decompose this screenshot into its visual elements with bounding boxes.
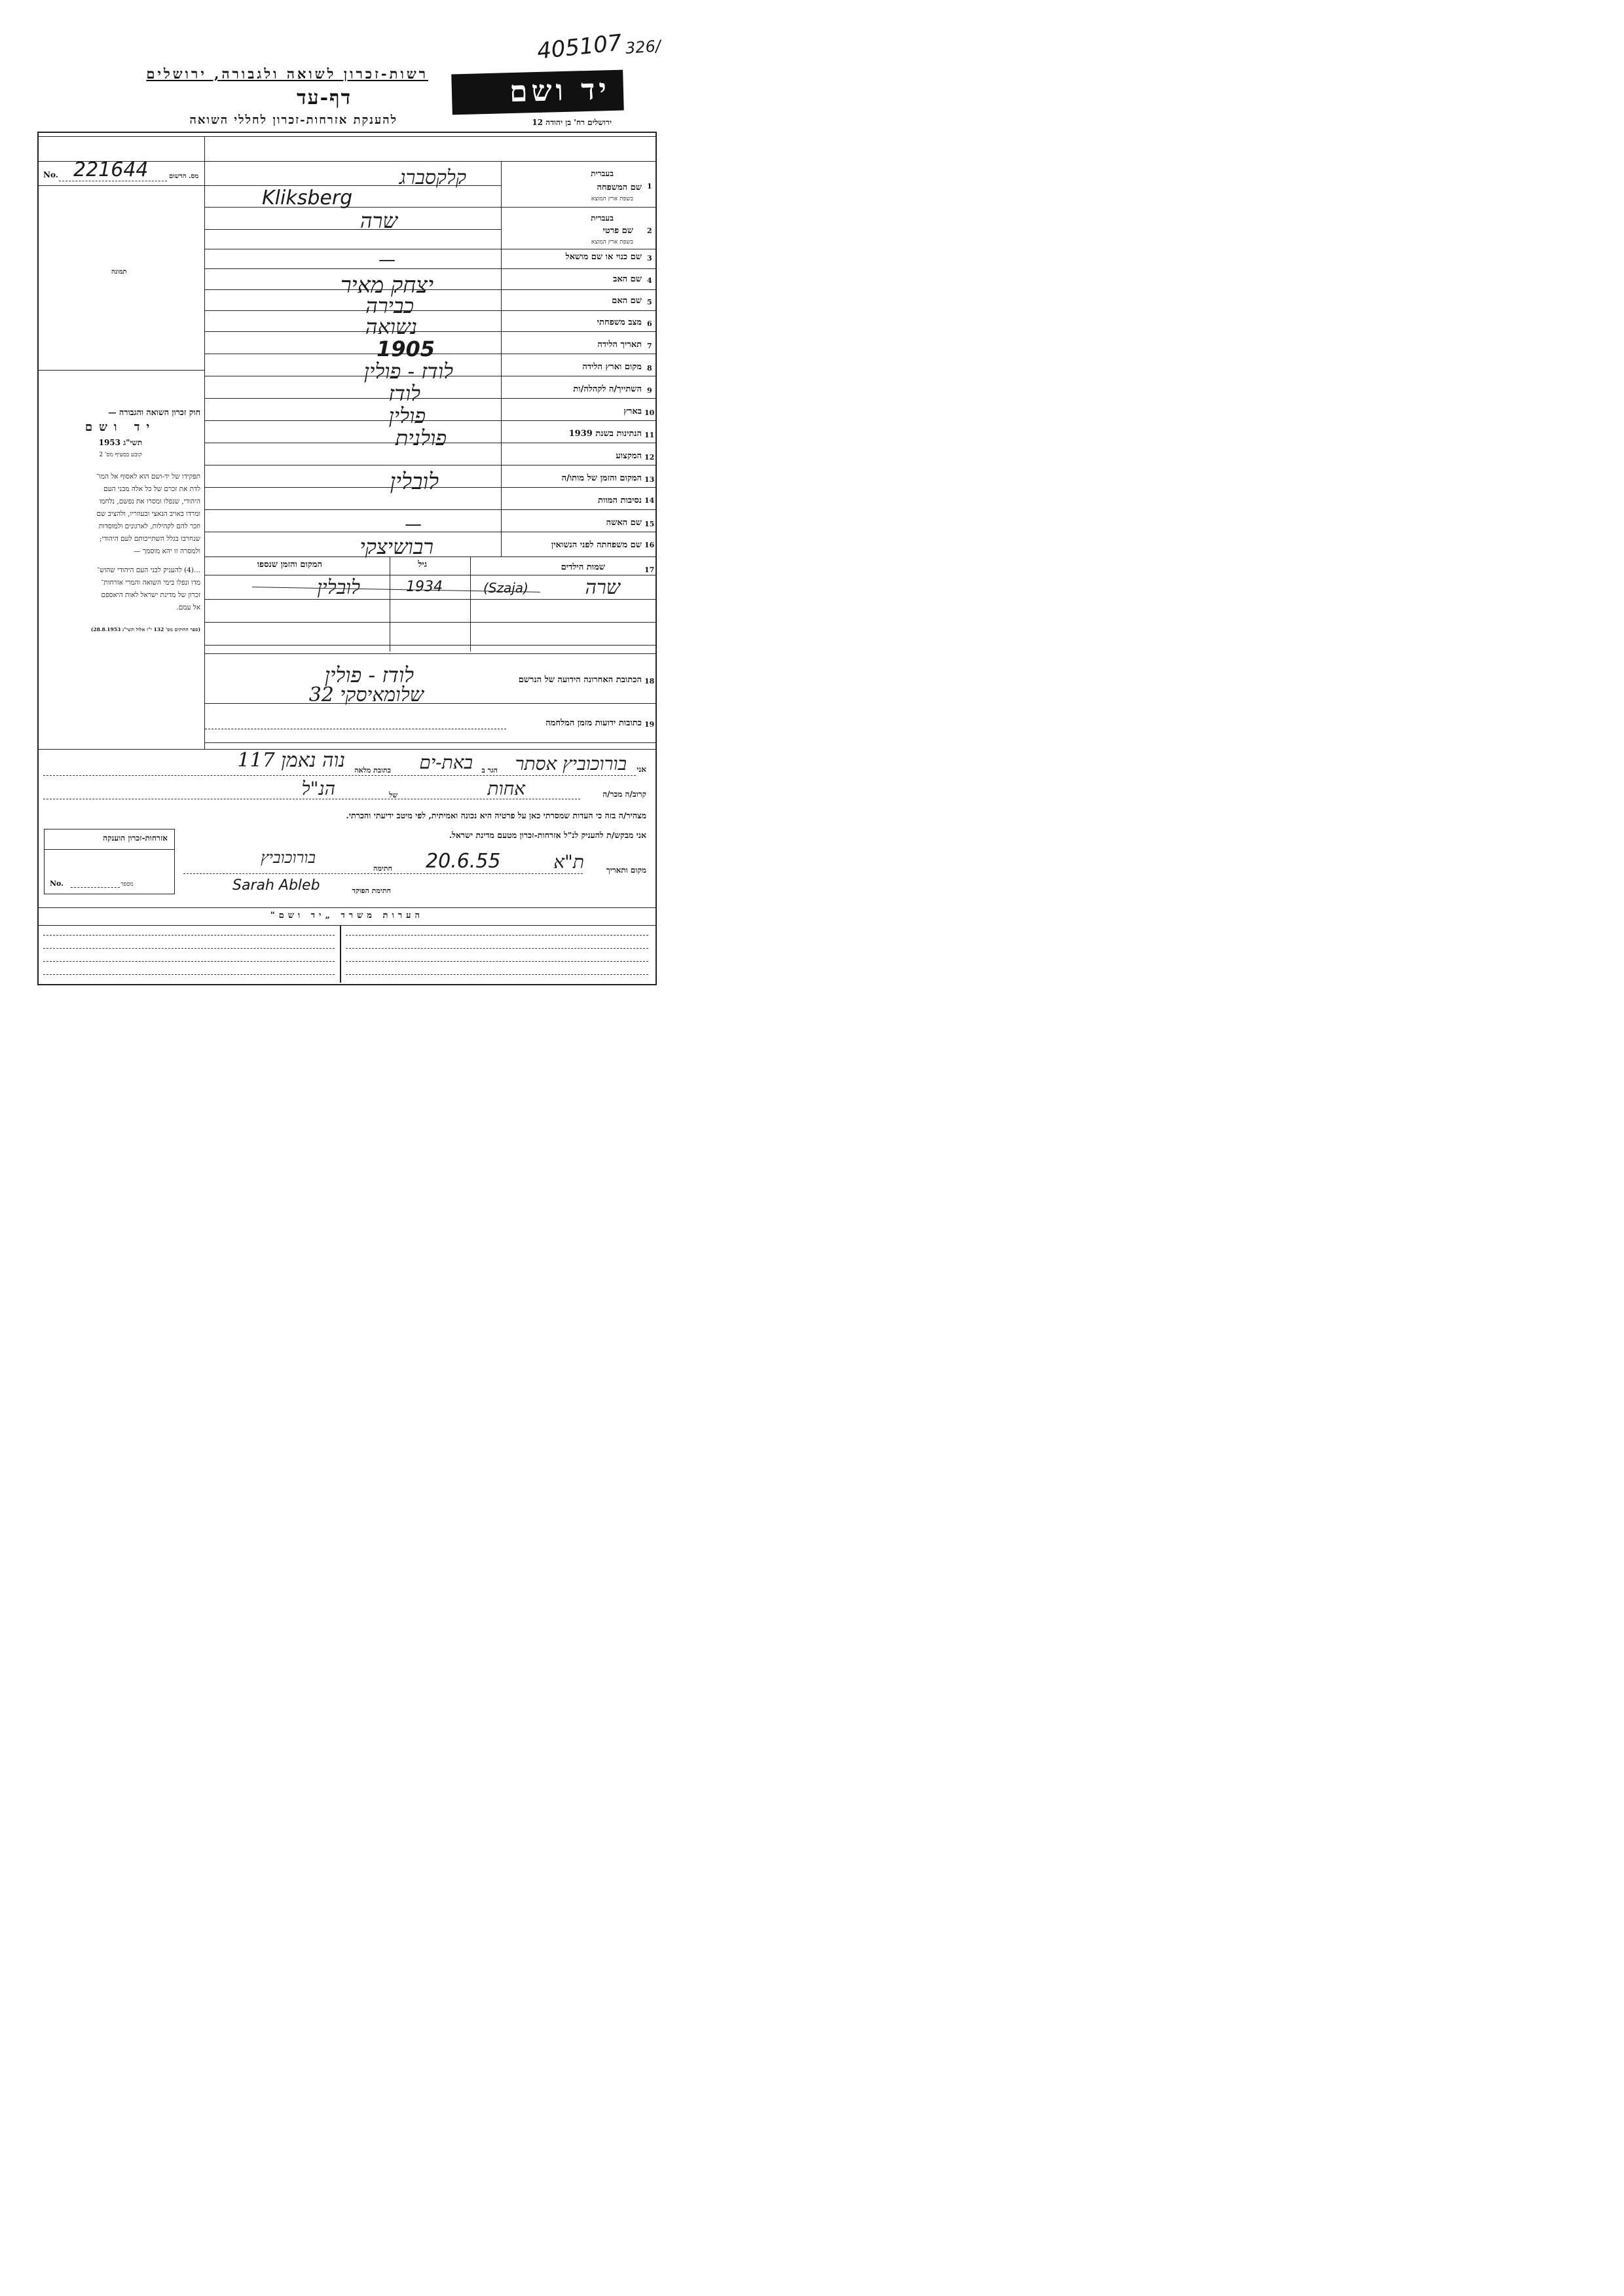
field-number: 3: [647, 254, 652, 263]
logo-text: יד ושם: [509, 73, 611, 109]
field-value-maiden-name: רבושיצקי: [360, 534, 434, 559]
field-number: 15: [644, 520, 655, 528]
resides-label: הגר ב: [481, 766, 498, 774]
law-line: ...(4) להעניק לבני העם היהודי שהוש־: [97, 566, 200, 574]
field-value-country: פולין: [388, 403, 426, 428]
field-value-marital-status: נשואה: [365, 314, 417, 339]
citizenship-box-title: אזרחות-זכרון הוענקה: [103, 833, 168, 843]
declaration-place: ת"א: [553, 851, 584, 873]
declarant-city: באת-ים: [419, 752, 473, 773]
field-value-family-name: קלקסברג: [399, 166, 466, 189]
field-number: 6: [647, 319, 652, 328]
place-date-label: מקום ותאריך: [606, 866, 646, 875]
of-label: של: [389, 791, 397, 799]
field-label-country: בארץ: [623, 407, 642, 416]
field-label-profession: המקצוע: [616, 451, 642, 461]
last-address-line1: לודז - פולין: [324, 663, 414, 687]
registration-number: 221644: [73, 158, 149, 181]
notes-title: הערות משרד „יד ושם": [270, 911, 424, 920]
law-name: יד ושם: [84, 420, 157, 434]
field-number: 9: [647, 386, 652, 395]
field-number: 14: [644, 496, 655, 505]
law-year: תשי"ג 1953: [98, 438, 143, 447]
field-sub-bottom: בשפת ארץ המוצא: [591, 196, 633, 202]
field-number: 2: [647, 227, 652, 235]
official-signature-label: חתימת הפוקד: [352, 886, 391, 895]
field-label-birth-date: תאריך הלידה: [597, 340, 642, 350]
logo-address: ירושלים רח' בן יהודה 12: [532, 118, 612, 127]
authority-title: רשות-זכרון לשואה ולגבורה, ירושלים: [146, 65, 428, 82]
field-value-wife-name: —: [405, 515, 422, 534]
field-label-citizenship-1939: הנתינות בשנת 1939: [568, 429, 642, 439]
law-clause-ref: קובע בסעיף מס' 2: [99, 452, 142, 458]
law-line: לדת את זכרם של כל אלה מבני העם: [103, 485, 200, 493]
yad-vashem-logo: [451, 70, 624, 115]
law-line: תפקידו של יד-ושם הוא לאסוף אל המו־: [96, 473, 200, 481]
law-title: חוק זכרון השואה והגבורה —: [108, 407, 200, 417]
last-address-line2: שלומאיסקי 32: [308, 683, 424, 706]
field-value-first-name: שרה: [360, 208, 397, 233]
registration-label: מס. הרשום: [169, 173, 199, 180]
law-line: זכרון של מדינת ישראל לאות היאספם: [101, 591, 200, 599]
citizenship-number-label: מספר: [120, 881, 134, 888]
field-number: 1: [647, 182, 652, 191]
law-line: שנחרבו בגלל השתייכותם לעם היהודי;: [99, 535, 200, 543]
declarant-address: נוה נאמן 117: [237, 749, 345, 772]
child-name: שרה: [585, 576, 620, 599]
declaration-date: 20.6.55: [426, 850, 501, 873]
field-number: 7: [647, 342, 652, 350]
war-address-label: כתובות ידועות מזמן המלחמה: [545, 718, 642, 728]
field-number: 10: [644, 409, 655, 417]
field-label-first-name: שם פרטי: [602, 226, 633, 236]
relation-value: אחות: [487, 778, 525, 799]
declarant-name: בורוכוביץ אסתר: [515, 753, 627, 774]
law-line: היהודי, שנפלו ומסרו את נפשם, נלחמו: [99, 498, 200, 505]
citizenship-no-label: No.: [50, 879, 64, 888]
law-line: ולמסרה זו יהא מוסמך —: [134, 547, 200, 555]
signature-label: חתימה: [373, 864, 392, 873]
field-sub-top: בעברית: [591, 169, 614, 178]
field-number: 5: [647, 298, 652, 306]
archive-sub-number: 326/: [625, 37, 661, 58]
citizenship-box: [44, 829, 175, 894]
field-number: 11: [644, 431, 655, 439]
declaration-ani-label: אני: [637, 765, 646, 774]
declaration-request: אני מבקש/ת להעניק לנ"ל אזרחות-זכרון מטעם מדינת ישראל.: [449, 830, 646, 840]
law-line: אל עמם.: [176, 604, 200, 611]
field-label-marital-status: מצב משפחתי: [597, 318, 642, 327]
field-label-community: השתייך/ה לקהלה/ות: [573, 384, 642, 394]
form-title: דף-עד: [297, 86, 352, 109]
field-label-death-circumstances: נסיבות המוות: [598, 496, 642, 505]
children-col-names: שמות הילדים: [561, 562, 605, 572]
children-col-place: המקום והזמן שנספו: [257, 560, 322, 570]
field-label-maiden-name: שם משפחתה לפני הנשואין: [551, 540, 642, 550]
field-number: 17: [644, 566, 655, 574]
child-name-latin: (Szaja): [483, 580, 528, 596]
field-label-death-place-time: המקום והזמן של מותו/ה: [561, 473, 642, 483]
relation-label: קרוב/ה מכר/ה: [602, 790, 646, 799]
field-value-mother-name: כבירה: [365, 293, 414, 318]
field-value-birth-place: לודז - פולין: [363, 359, 453, 384]
photo-label: תמונה: [111, 268, 127, 276]
law-line: מדו ונפלו בימי השואה והמרי אזרחות־: [101, 579, 200, 587]
children-col-age: גיל: [418, 560, 427, 570]
official-signature: Sarah Ableb: [232, 877, 320, 894]
field-label-birth-place: מקום וארץ הלידה: [582, 362, 642, 372]
form-subtitle: להענקת אזרחות-זכרון לחללי השואה: [189, 113, 397, 127]
field-label-family-name: שם המשפחה: [597, 183, 642, 192]
archive-number: 405107: [536, 29, 623, 65]
declaration-statement: מצהיר/ה בזה כי העדות שמסרתי כאן על פרטיה היא נכונה ואמיתית, לפי מיטב ידיעתי והכרתי.: [346, 811, 646, 820]
field-number: 18: [644, 677, 655, 685]
address-label: כתובת מלאה: [354, 766, 391, 774]
field-value-family-name-latin: Kliksberg: [262, 187, 353, 210]
field-label-mother-name: שם האם: [612, 296, 642, 306]
field-label-father-name: שם האב: [613, 274, 642, 284]
field-number: 19: [644, 720, 655, 729]
field-value-nickname: —: [378, 250, 396, 270]
field-number: 13: [644, 475, 655, 484]
declarant-signature: בורוכוביץ: [261, 848, 316, 867]
child-age: 1934: [406, 579, 443, 595]
field-label-nickname: שם כנוי או שם מושאל: [565, 252, 642, 262]
field-number: 12: [644, 453, 655, 462]
law-line: ומרדו באויב הנאצי ובעוזריו, ולהציב שם: [96, 510, 200, 518]
registration-no-label: No.: [43, 170, 58, 179]
of-value: הנ"ל: [301, 778, 335, 799]
field-label-wife-name: שם האשה: [606, 518, 642, 528]
field-value-father-name: יצחק מאיר: [340, 272, 434, 299]
field-value-death-place-time: לובלין: [390, 469, 439, 495]
field-value-citizenship-1939: פולנית: [395, 426, 447, 450]
law-citation: (ספר החוקים מס' 132 י"ז אלול תשי"ג 28.8.1953): [90, 627, 200, 632]
field-number: 16: [644, 541, 655, 549]
child-death-place: לובלין: [317, 576, 360, 599]
field-sub-top: בעברית: [591, 213, 614, 223]
law-line: וזכר להם לקהילות, לארגונים ולמוסדות: [98, 522, 200, 530]
field-value-community: לודז: [388, 381, 420, 406]
field-number: 8: [647, 364, 652, 373]
law-block: [41, 406, 200, 636]
field-sub-bottom: בשפת ארץ המוצא: [591, 239, 633, 246]
field-value-birth-date: 1905: [377, 337, 435, 361]
last-address-label: הכתובת האחרונה הידועה של הנרשם: [518, 675, 642, 685]
field-number: 4: [647, 276, 652, 285]
